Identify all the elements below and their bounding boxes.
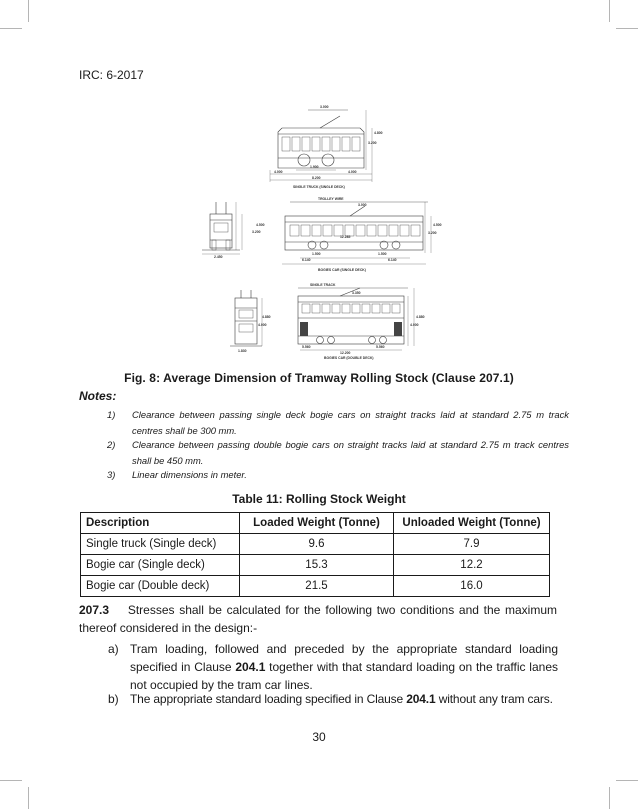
car-inner-height-label: 4.000 <box>258 323 267 327</box>
clause-text: Stresses shall be calculated for the following two conditions and the maximum thereof considered in the design:- <box>79 603 557 635</box>
car-width-label: 1.830 <box>238 349 247 353</box>
car-type-caption: BOGIES CAR (SINGLE DECK) <box>318 268 366 272</box>
roof-height-label: 3.000 <box>358 203 367 207</box>
trolley-wire-label: SINGLE TRACK <box>310 283 336 287</box>
list-item-text <box>130 690 558 708</box>
column-header: Unloaded Weight (Tonne) <box>394 513 550 534</box>
list-item-text <box>130 640 558 694</box>
crop-mark <box>28 0 29 22</box>
note-item <box>107 407 569 439</box>
bogie-single-deck-car-drawing <box>282 202 431 264</box>
car-height-label: 4.880 <box>262 315 271 319</box>
list-item <box>108 690 558 708</box>
note-number: 2) <box>107 439 116 450</box>
car-type-caption: SINGLE TRUCK (SINGLE DECK) <box>293 185 345 189</box>
bogie-single-deck-side-view <box>202 202 242 254</box>
wheelbase-left-label: 4.000 <box>274 170 283 174</box>
list-item-label: a) <box>108 642 119 656</box>
table-row <box>81 576 550 597</box>
document-code: IRC: 6-2017 <box>79 68 144 82</box>
roof-height-label: 3.000 <box>320 105 329 109</box>
list-item <box>108 640 558 694</box>
car-inner-height-label: 3.200 <box>252 230 261 234</box>
note-item <box>107 437 569 469</box>
axle-spacing-label: 1.900 <box>310 165 319 169</box>
bogie-spacing-label: 12.285 <box>340 235 351 239</box>
bogie-wheelbase-label: 1.500 <box>312 252 321 256</box>
table-row <box>81 555 550 576</box>
note-text: Clearance between passing double bogie cars on straight tracks laid at standard 2.75 m track centres shall be 450 mm. <box>132 439 569 466</box>
note-item <box>107 467 569 483</box>
table-cell: 16.0 <box>394 576 550 597</box>
clause-number: 207.3 <box>79 603 110 617</box>
axle-distance-label: 5.560 <box>376 345 385 349</box>
list-item-text-part: Tram loading, followed and preceded by the appropriate standard loading specified in Clause <box>130 642 558 674</box>
bogie-wheelbase-label: 1.500 <box>378 252 387 256</box>
bogie-double-deck-side-view <box>230 290 262 346</box>
table-cell: Bogie car (Single deck) <box>81 555 240 576</box>
car-height-label: 4.800 <box>374 131 383 135</box>
clause-reference: 204.1 <box>235 660 266 674</box>
car-inner-height-label: 3.200 <box>428 231 437 235</box>
table-header-row <box>81 513 550 534</box>
column-header: Loaded Weight (Tonne) <box>240 513 394 534</box>
car-length-label: 8.200 <box>312 176 321 180</box>
crop-mark <box>0 28 22 29</box>
list-item-text-part: The appropriate standard loading specified in Clause <box>130 692 407 706</box>
car-height-label: 4.500 <box>256 223 265 227</box>
axle-distance-label: 6.140 <box>388 258 397 262</box>
list-item-label: b) <box>108 692 119 706</box>
note-text: Clearance between passing single deck bogie cars on straight tracks laid at standard 2.75 m track centres shall be 300 mm. <box>132 409 569 436</box>
table-cell: Bogie car (Double deck) <box>81 576 240 597</box>
car-inner-height-label: 3.200 <box>368 141 377 145</box>
trolley-wire-label: TROLLEY WIRE <box>318 197 344 201</box>
table-cell: Single truck (Single deck) <box>81 534 240 555</box>
crop-mark <box>616 28 638 29</box>
single-truck-car-drawing <box>270 110 372 182</box>
car-height-label: 4.500 <box>433 223 442 227</box>
crop-mark <box>0 780 22 781</box>
wheelbase-right-label: 4.000 <box>348 170 357 174</box>
axle-distance-label: 5.560 <box>302 345 311 349</box>
crop-mark <box>609 787 610 809</box>
table-cell: 15.3 <box>240 555 394 576</box>
note-number: 3) <box>107 469 116 480</box>
rolling-stock-weight-table <box>80 512 550 597</box>
car-width-label: 2.450 <box>214 255 223 259</box>
crop-mark <box>28 787 29 809</box>
crop-mark <box>616 780 638 781</box>
crop-mark <box>609 0 610 22</box>
table-cell: 9.6 <box>240 534 394 555</box>
table-title: Table 11: Rolling Stock Weight <box>232 492 406 506</box>
note-number: 1) <box>107 409 116 420</box>
table-cell: 21.5 <box>240 576 394 597</box>
tramway-dimension-drawing <box>190 98 448 360</box>
notes-heading: Notes: <box>79 389 117 403</box>
clause-reference: 204.1 <box>406 692 436 706</box>
axle-distance-label: 6.140 <box>302 258 311 262</box>
figure-caption: Fig. 8: Average Dimension of Tramway Rolling Stock (Clause 207.1) <box>124 371 514 385</box>
car-height-label: 4.880 <box>416 315 425 319</box>
list-item-text-part: without any tram cars. <box>435 692 553 706</box>
clause-paragraph <box>79 601 557 637</box>
table-cell: 12.2 <box>394 555 550 576</box>
list-item-text-part: together with that standard loading on the traffic lanes not occupied by the tram car lines. <box>130 660 558 692</box>
roof-height-label: 3.350 <box>352 291 361 295</box>
table-cell: 7.9 <box>394 534 550 555</box>
column-header: Description <box>81 513 240 534</box>
car-inner-height-label: 4.000 <box>410 323 419 327</box>
bogie-double-deck-car-drawing <box>298 288 414 350</box>
page-number: 30 <box>312 730 326 744</box>
car-type-caption: BOGIES CAR (DOUBLE DECK) <box>324 356 374 360</box>
car-length-label: 12.200 <box>340 351 351 355</box>
note-text: Linear dimensions in meter. <box>132 469 247 480</box>
table-row <box>81 534 550 555</box>
